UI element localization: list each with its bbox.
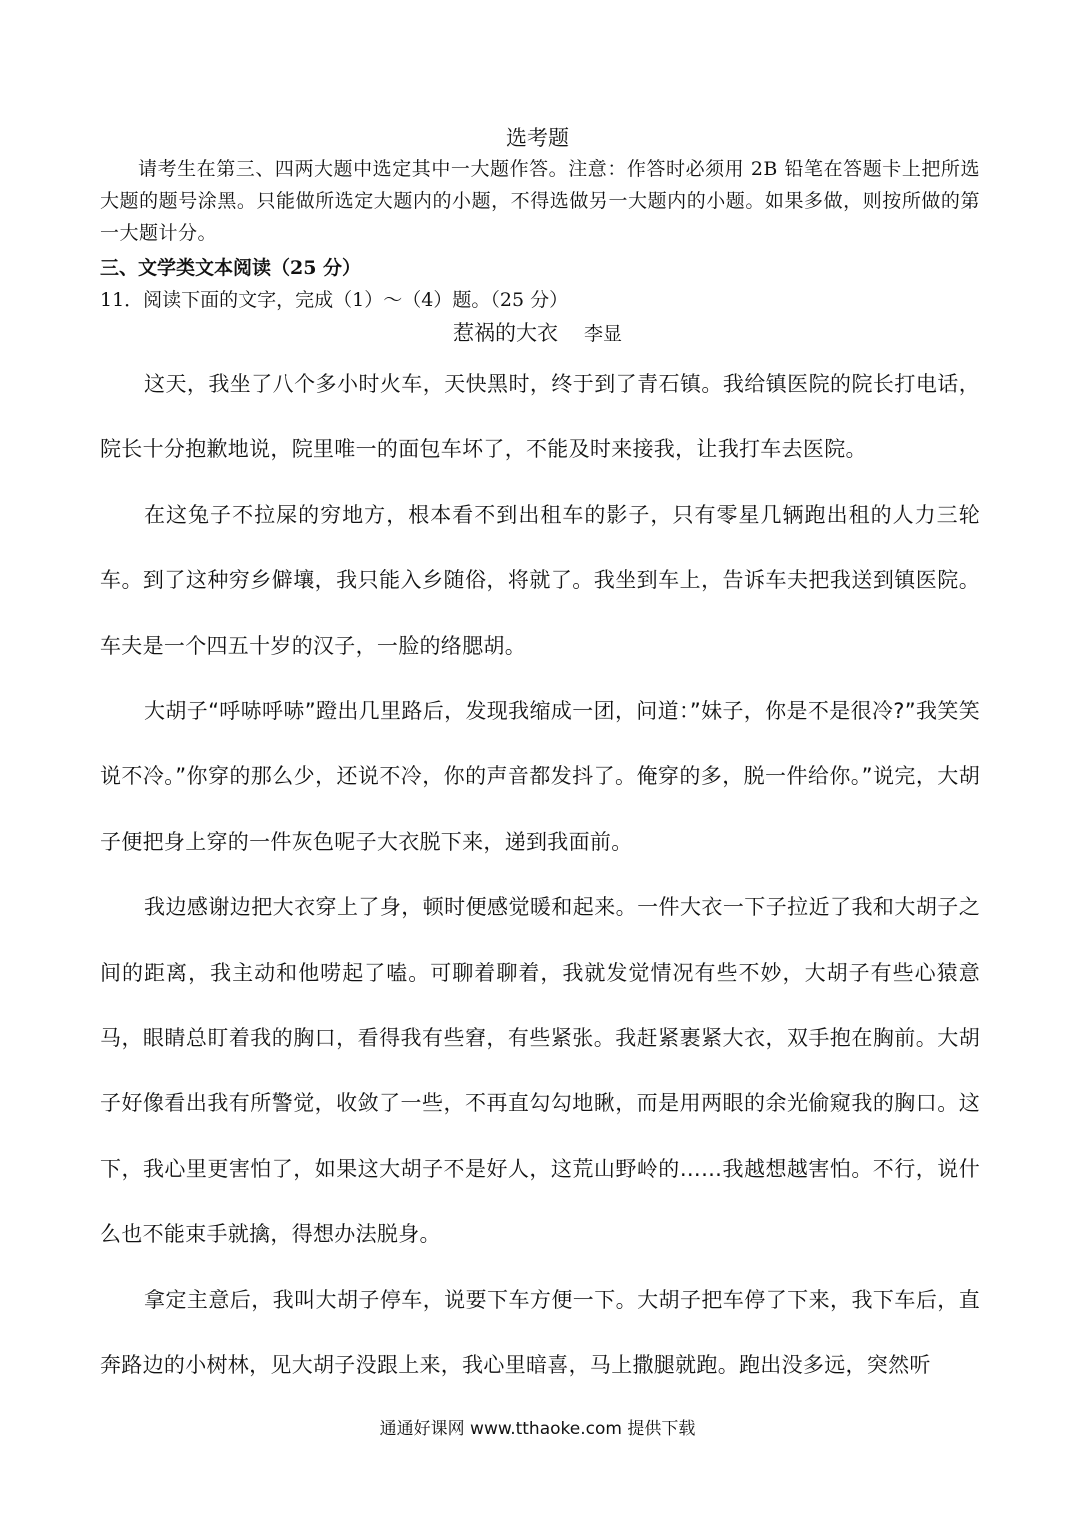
- story-paragraph: 我边感谢边把大衣穿上了身，顿时便感觉暖和起来。一件大衣一下子拉近了我和大胡子之间的距离，我主动和他唠起了嗑。可聊着聊着，我就发觉情况有些不妙，大胡子有些心猿意马，眼睛总盯着我的胸口，看得我有些窘，有些紧张。我赶紧裹紧大衣，双手抱在胸前。大胡子好像看出我有所警觉，收敛了一些，不再直勾勾地瞅，而是用两眼的余光偷窥我的胸口。这下，我心里更害怕了，如果这大胡子不是好人，这荒山野岭的……我越想越害怕。不行，说什么也不能束手就擒，得想办法脱身。: [100, 895, 980, 1247]
- story-author: 李显: [583, 323, 622, 345]
- story-title: 惹祸的大衣: [452, 321, 558, 345]
- story-paragraph: 在这兔子不拉屎的穷地方，根本看不到出租车的影子，只有零星几辆跑出租的人力三轮车。到了这种穷乡僻壤，我只能入乡随俗，将就了。我坐到车上，告诉车夫把我送到镇医院。车夫是一个四五十岁的汉子，一脸的络腮胡。: [100, 502, 980, 658]
- story-body: [100, 352, 980, 1399]
- story-paragraph: 大胡子“呼哧呼哧”蹬出几里路后，发现我缩成一团，问道：”妹子，你是不是很冷?”我笑笑说不冷。”你穿的那么少，还说不冷，你的声音都发抖了。俺穿的多，脱一件给你。”说完，大胡子便把身上穿的一件灰色呢子大衣脱下来，递到我面前。: [100, 699, 980, 854]
- story-paragraph: 这天，我坐了八个多小时火车，天快黑时，终于到了青石镇。我给镇医院的院长打电话，院长十分抱歉地说，院里唯一的面包车坏了，不能及时来接我，让我打车去医院。: [100, 372, 980, 462]
- section-title: 选考题: [506, 126, 569, 150]
- story-paragraph: 拿定主意后，我叫大胡子停车，说要下车方便一下。大胡子把车停了下来，我下车后，直奔路边的小树林，见大胡子没跟上来，我心里暗喜，马上撒腿就跑。跑出没多远，突然听: [100, 1287, 980, 1378]
- story-title-line: [0, 318, 1075, 349]
- part-heading: 三、文学类文本阅读（25 分）: [100, 257, 362, 279]
- question-prompt: 11．阅读下面的文字，完成（1）～（4）题。（25 分）: [100, 289, 569, 311]
- page-footer: 通通好课网 www.tthaoke.com 提供下载: [379, 1419, 696, 1439]
- instructions-text: 请考生在第三、四两大题中选定其中一大题作答。注意：作答时必须用 2B 铅笔在答题卡上把所选大题的题号涂黑。只能做所选定大题内的小题，不得选做另一大题内的小题。如果多做，则按所做的第一大题计分。: [100, 158, 980, 244]
